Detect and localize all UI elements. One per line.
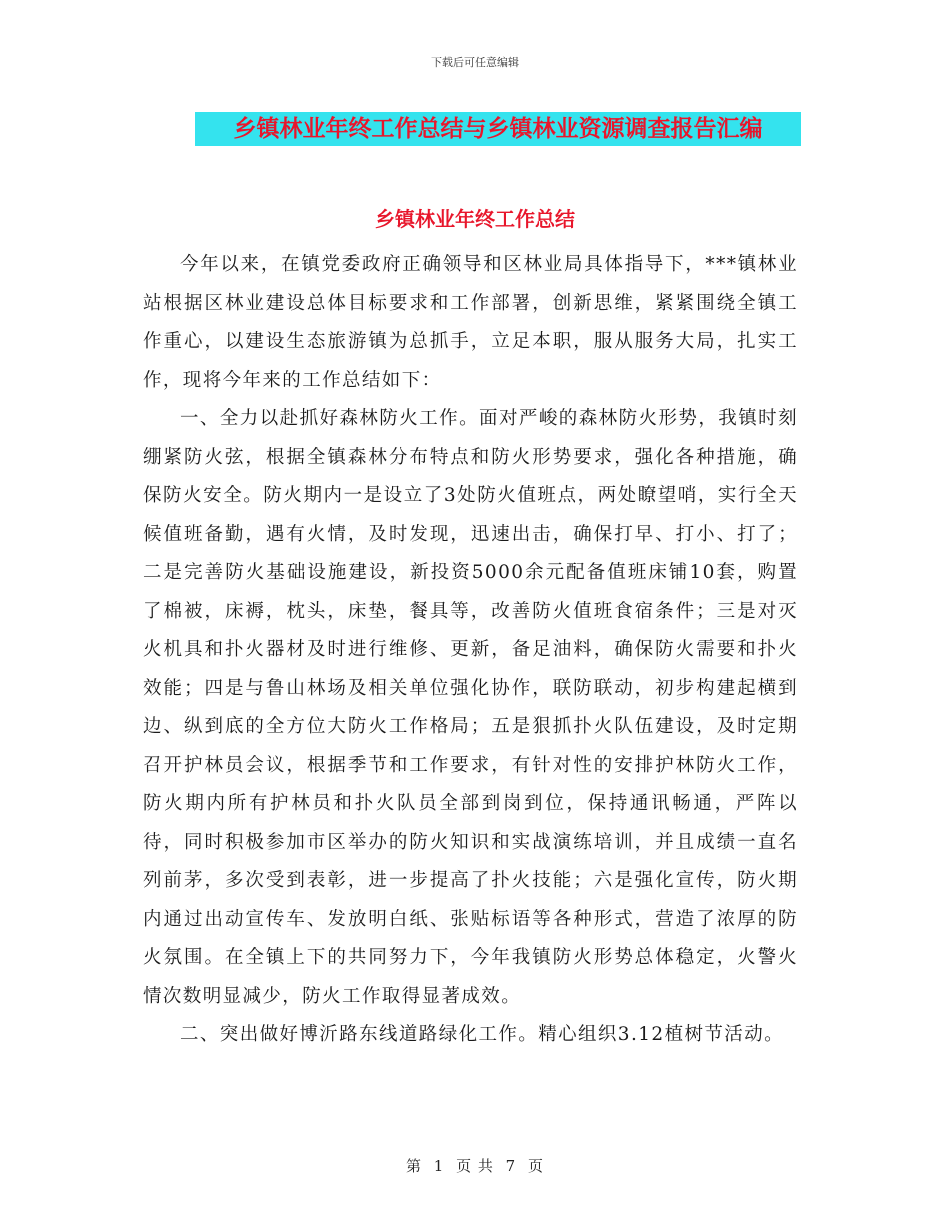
header-note: 下载后可任意编辑 xyxy=(431,56,519,69)
document-body xyxy=(143,246,798,1055)
footer-prefix: 第 xyxy=(405,1157,422,1175)
document-main-title: 乡镇林业年终工作总结与乡镇林业资源调查报告汇编 xyxy=(195,112,801,146)
paragraph-intro: 今年以来，在镇党委政府正确领导和区林业局具体指导下，***镇林业站根据区林业建设总体目标要求和工作部署，创新思维，紧紧围绕全镇工作重心，以建设生态旅游镇为总抓手，立足本职，服从服务大局，扎实工作，现将今年来的工作总结如下： xyxy=(143,254,798,391)
paragraph-road-greening: 二、突出做好博沂路东线道路绿化工作。精心组织3.12植树节活动。 xyxy=(180,1024,784,1045)
footer-total-pages: 7 xyxy=(505,1157,517,1175)
section-title: 乡镇林业年终工作总结 xyxy=(375,207,575,231)
footer-mid: 页 共 xyxy=(456,1157,494,1175)
footer-suffix: 页 xyxy=(528,1157,545,1175)
footer-page-number: 1 xyxy=(433,1157,445,1175)
page-number-footer xyxy=(0,1155,950,1176)
paragraph-fire-prevention: 一、全力以赴抓好森林防火工作。面对严峻的森林防火形势，我镇时刻绷紧防火弦，根据全镇森林分布特点和防火形势要求，强化各种措施，确保防火安全。防火期内一是设立了3处防火值班点，两处瞭望哨，实行全天候值班备勤，遇有火情，及时发现，迅速出击，确保打早、打小、打了；二是完善防火基础设施建设，新投资5000余元配备值班床铺10套，购置了棉被，床褥，枕头，床垫，餐具等，改善防火值班食宿条件；三是对灭火机具和扑火器材及时进行维修、更新，备足油料，确保防火需要和扑火效能；四是与鲁山林场及相关单位强化协作，联防联动，初步构建起横到边、纵到底的全方位大防火工作格局；五是狠抓扑火队伍建设，及时定期召开护林员会议，根据季节和工作要求，有针对性的安排护林防火工作，防火期内所有护林员和扑火队员全部到岗到位，保持通讯畅通，严阵以待，同时积极参加市区举办的防火知识和实战演练培训，并且成绩一直名列前茅，多次受到表彰，进一步提高了扑火技能；六是强化宣传，防火期内通过出动宣传车、发放明白纸、张贴标语等各种形式，营造了浓厚的防火氛围。在全镇上下的共同努力下，今年我镇防火形势总体稳定，火警火情次数明显减少，防火工作取得显著成效。 xyxy=(143,408,798,1007)
